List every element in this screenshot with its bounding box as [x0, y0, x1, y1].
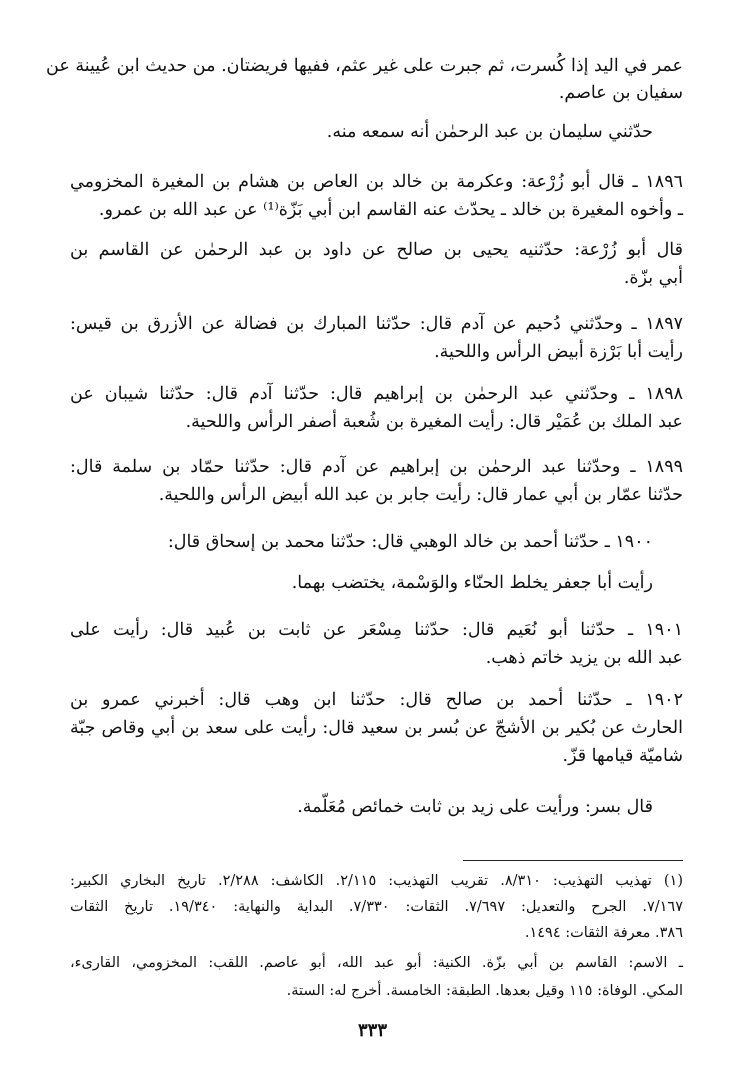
text-line: ١٨٩٨ ـ وحدّثني عبد الرحمٰن بن إبراهيم قال: حدّثنا آدم قال: حدّثنا شيبان عن — [70, 384, 683, 404]
text-line: أبي بزّة. — [623, 268, 683, 288]
text-line: ١٨٩٧ ـ وحدّثني دُحيم عن آدم قال: حدّثنا المبارك بن فضالة عن الأزرق بن قيس: — [70, 314, 683, 334]
text-line: عبد الملك بن عُمَيْر قال: رأيت المغيرة بن شُعبة أصفر الرأس واللحية. — [185, 412, 683, 432]
text-line: ١٩٠٠ ـ حدّثنا أحمد بن خالد الوهبي قال: حدّثنا محمد بن إسحاق قال: — [167, 532, 653, 552]
text-line: عبد الله بن يزيد خاتم ذهب. — [485, 648, 683, 668]
footnote-line: المكي. الوفاة: ١١٥ وقيل بعدها. الطبقة: الخامسة. أخرج له: الستة. — [286, 983, 683, 999]
text-line: الحارث عن بُكير بن الأشجّ عن بُسر بن سعيد قال: رأيت على سعد بن أبي وقاص جبّة — [70, 718, 683, 738]
text-line: ١٩٠٢ ـ حدّثنا أحمد بن صالح قال: حدّثنا ابن وهب قال: أخبرني عمرو بن — [70, 690, 683, 710]
text-line: رأيت أبا بَرْزة أبيض الرأس واللحية. — [434, 342, 683, 362]
footnote-separator — [463, 860, 683, 861]
text-line: ١٨٩٩ ـ وحدّثنا عبد الرحمٰن بن إبراهيم عن آدم قال: حدّثنا حمّاد بن سلمة قال: — [70, 457, 683, 477]
page-number: ٣٣٣ — [357, 1020, 387, 1041]
text-line: رأيت أبا جعفر يخلط الحنّاء والوَسْمة، يختضب بهما. — [291, 573, 653, 593]
text-line: ١٨٩٦ ـ قال أبو زُرْعة: وعكرمة بن خالد بن العاص بن هشام بن المغيرة المخزومي — [70, 172, 683, 192]
text-line: سفيان بن عاصم. — [558, 83, 683, 103]
footnote-line: ٣٨٦. معرفة الثقات: ١٤٩٤. — [524, 925, 683, 941]
text-line: ١٩٠١ ـ حدّثنا أبو نُعَيم قال: حدّثنا مِسْعَر عن ثابت بن عُبيد قال: رأيت على — [70, 620, 683, 640]
text-line: حدّثنا عمّار بن أبي عمار قال: رأيت جابر بن عبد الله أبيض الرأس واللحية. — [158, 485, 683, 505]
footnote-line: (١) تهذيب التهذيب: ٨/٣١٠. تقريب التهذيب: ٢/١١٥. الكاشف: ٢/٢٨٨. تاريخ البخاري الكبير: — [70, 873, 683, 889]
footnote-line: ـ الاسم: القاسم بن أبي بزّة. الكنية: أبو عبد الله، أبو عاصم. اللقب: المخزومي، القارىء، — [70, 955, 683, 971]
text-line: قال أبو زُرْعة: حدّثنيه يحيى بن صالح عن داود بن عبد الرحمٰن عن القاسم بن — [70, 240, 683, 260]
footnote-line: ٧/١٦٧. الجرح والتعديل: ٧/٦٩٧. الثقات: ٧/٣٣٠. البداية والنهاية: ١٩/٣٤٠. تاريخ الثقات — [70, 899, 683, 915]
text-line: قال بسر: ورأيت على زيد بن ثابت خمائص مُعَلّمة. — [297, 797, 653, 817]
text-line: ـ وأخوه المغيرة بن خالد ـ يحدّث عنه القاسم ابن أبي بَزّة⁽¹⁾ عن عبد الله بن عمرو. — [98, 200, 683, 220]
text-line: شاميّة قيامها قزّ. — [562, 746, 683, 766]
text-line: حدّثني سليمان بن عبد الرحمٰن أنه سمعه منه. — [326, 122, 653, 142]
text-line: عمر في اليد إذا كُسرت، ثم جبرت على غير عثم، ففيها فريضتان. من حديث ابن عُيينة عن — [46, 56, 683, 76]
